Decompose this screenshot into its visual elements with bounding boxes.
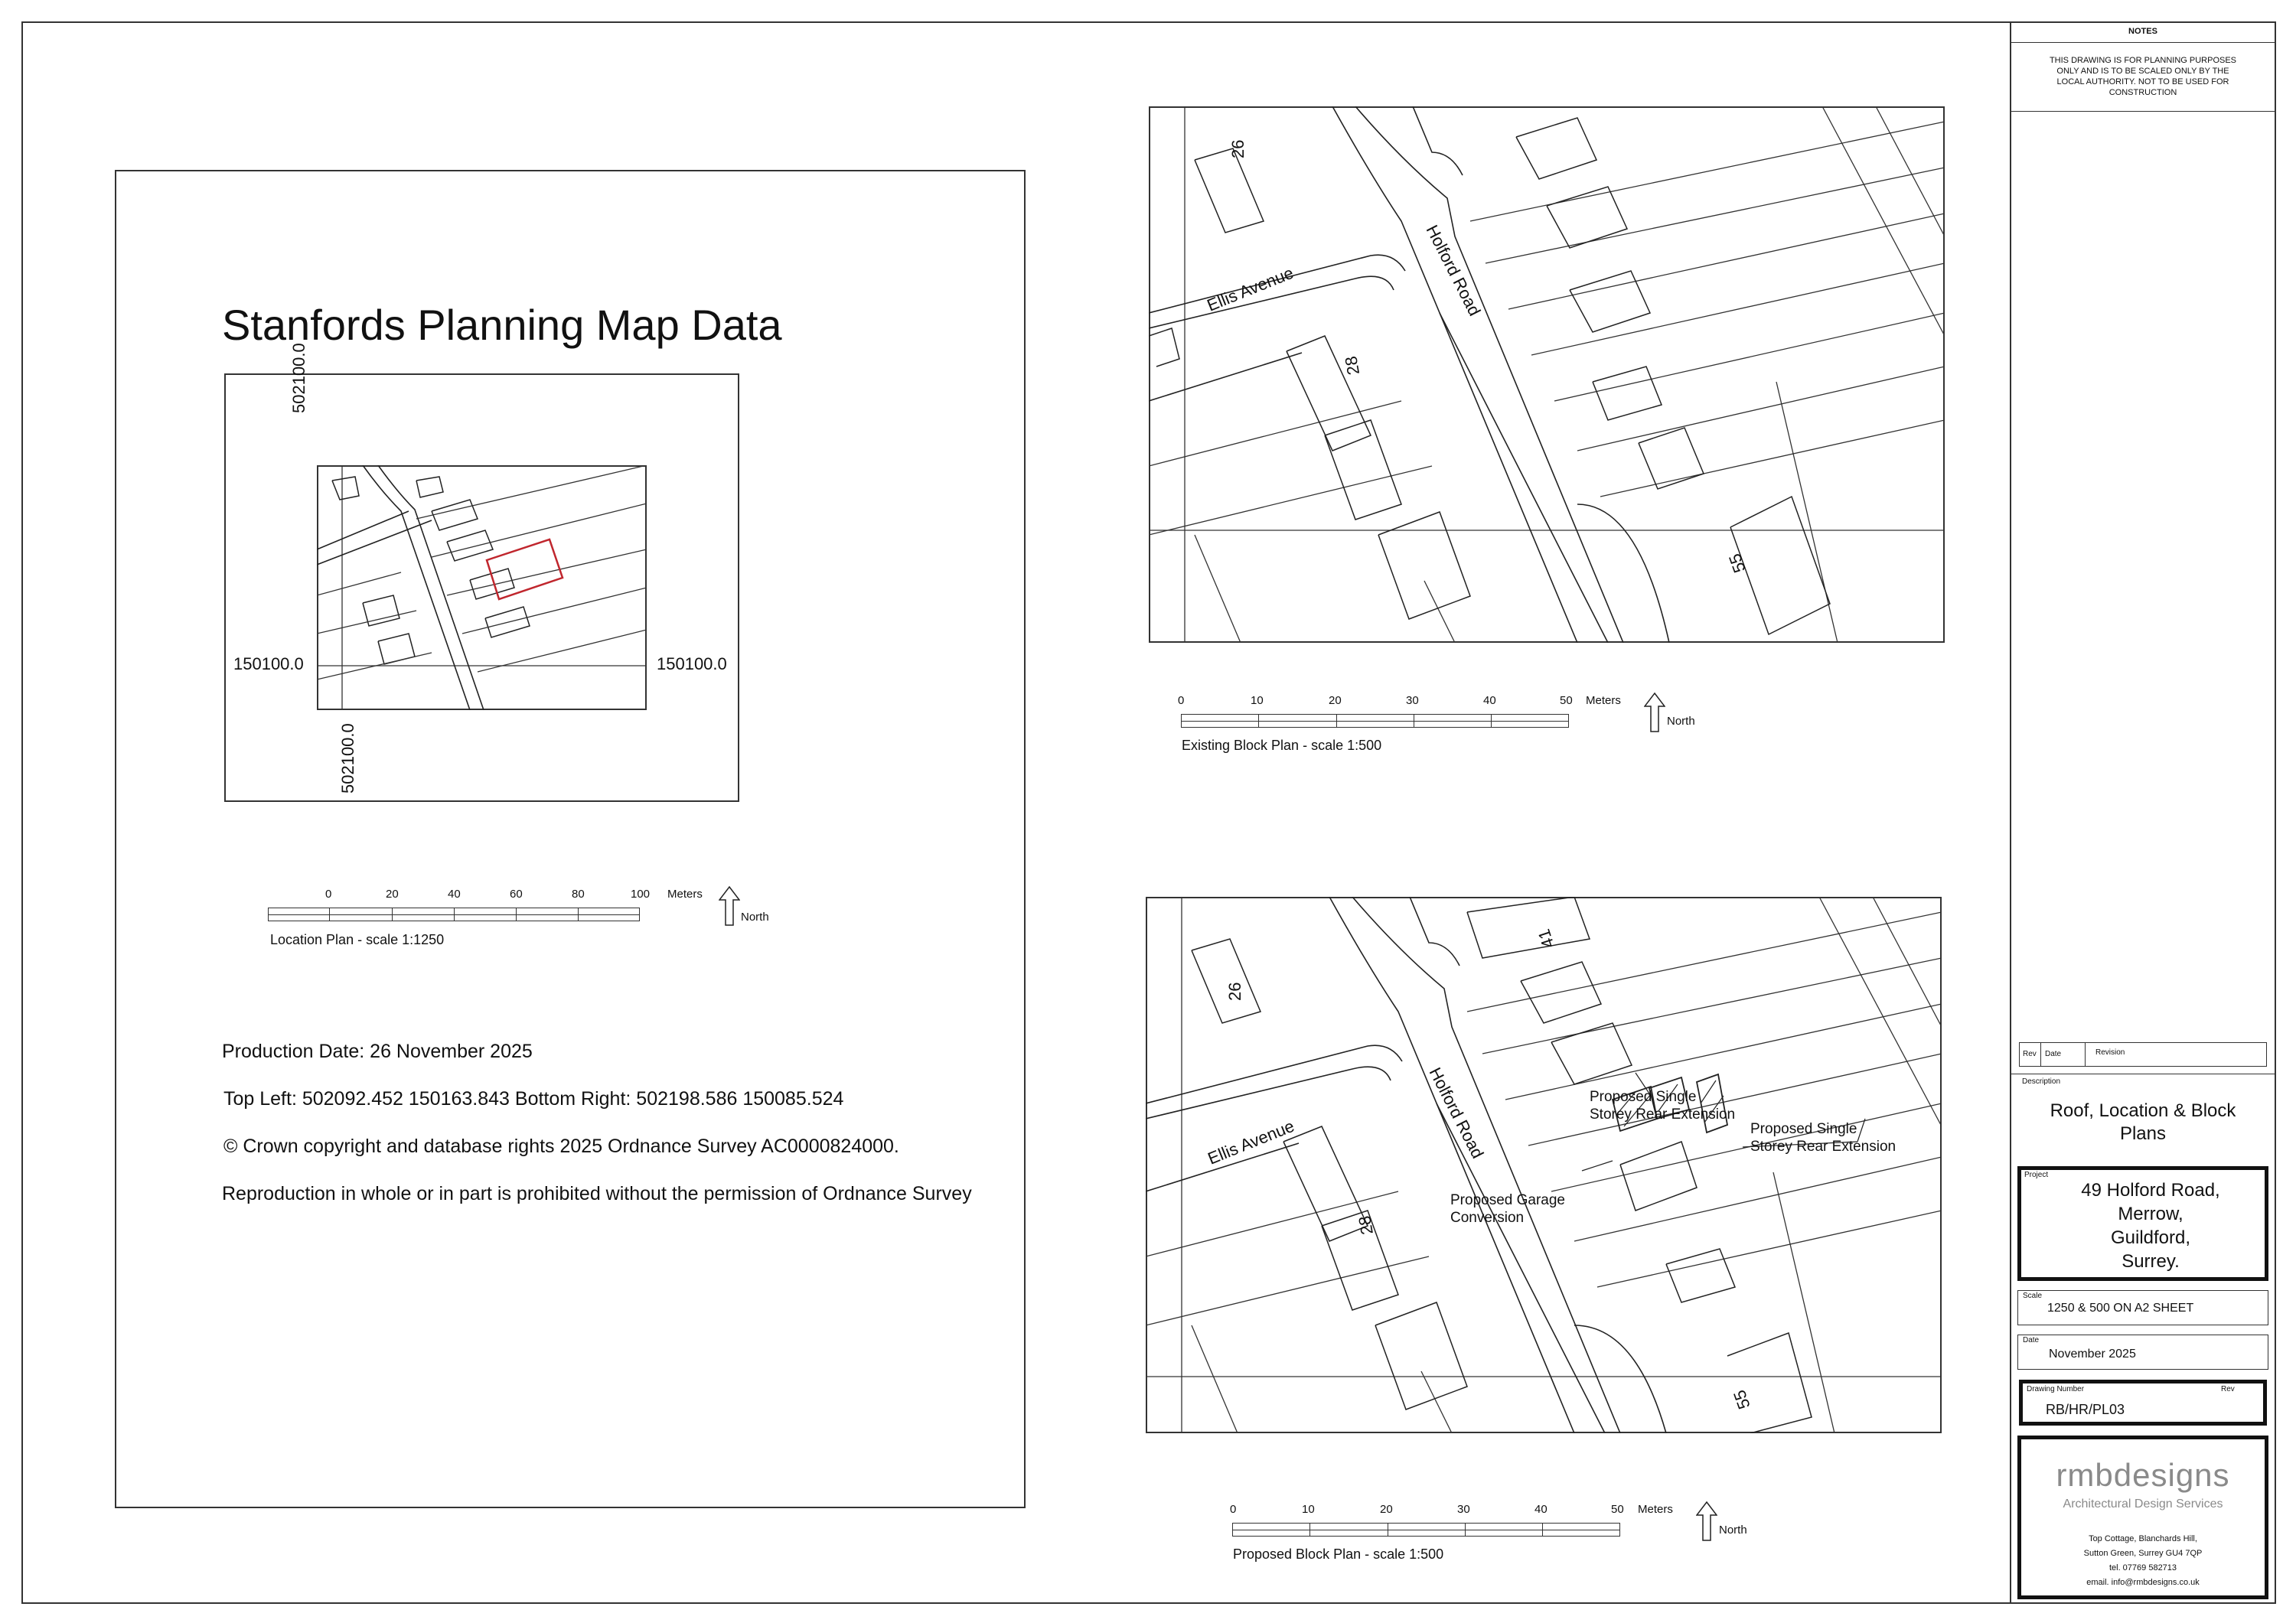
date-label: Date [2023, 1336, 2040, 1344]
scale-value: 1250 & 500 ON A2 SHEET [2047, 1302, 2194, 1315]
roads [1149, 106, 1669, 643]
scale-tick-label: 30 [1406, 694, 1419, 707]
address-line: tel. 07769 582713 [2108, 1563, 2177, 1572]
property-lines [1149, 106, 1945, 643]
north-arrow-icon [719, 886, 740, 926]
grid-label-bottom: 502100.0 [338, 723, 357, 794]
scale-unit: Meters [667, 888, 703, 901]
label-line: Conversion [1450, 1210, 1525, 1226]
existing-scale-tick [1258, 714, 1259, 728]
company-tagline: Architectural Design Services [2063, 1498, 2223, 1511]
existing-scale-divider [1181, 721, 1569, 722]
scale-unit: Meters [1586, 694, 1621, 707]
drawing-number-label: Drawing Number [2027, 1385, 2085, 1393]
existing-block-plan [1149, 106, 1945, 643]
company-address [2017, 1532, 2268, 1590]
description-line: Roof, Location & Block [2050, 1100, 2236, 1121]
proposed-scale-tick [1465, 1523, 1466, 1537]
address-line: Sutton Green, Surrey GU4 7QP [2083, 1549, 2203, 1558]
scale-tick-label: 20 [1380, 1503, 1393, 1516]
scale-unit: Meters [1638, 1503, 1673, 1516]
label-line: Proposed Single [1750, 1121, 1857, 1137]
house-number-26: 26 [1225, 982, 1244, 1001]
grid-label-right: 150100.0 [657, 654, 727, 673]
grid-lines [1149, 106, 1945, 643]
existing-scale-tick [1491, 714, 1492, 728]
scale-tick-label: 0 [1178, 694, 1185, 707]
label-proposed-extension-2 [1750, 1121, 1896, 1155]
label-line: Storey Rear Extension [1750, 1139, 1896, 1155]
scale-tick-label: 0 [325, 888, 332, 901]
project-line: Guildford, [2110, 1227, 2191, 1248]
project-line: Surrey. [2122, 1251, 2180, 1272]
street-label-holford-road: Holford Road [1422, 221, 1485, 319]
north-label: North [1719, 1524, 1747, 1537]
production-date: Production Date: 26 November 2025 [222, 1041, 533, 1062]
north-arrow-icon [1644, 693, 1665, 732]
street-label-ellis-avenue: Ellis Avenue [1204, 262, 1296, 315]
proposed-caption: Proposed Block Plan - scale 1:500 [1233, 1546, 1444, 1562]
revision-col-divider [2040, 1042, 2041, 1067]
location-scale-tick [578, 908, 579, 921]
scale-tick-label: 30 [1457, 1503, 1470, 1516]
reproduction-note: Reproduction in whole or in part is prohibited without the permission of Ordnance Survey [222, 1183, 972, 1204]
notes-underline [2010, 42, 2276, 43]
scale-label: Scale [2023, 1292, 2043, 1300]
north-arrow-icon [1696, 1501, 1717, 1541]
location-scale-tick [329, 908, 330, 921]
extent-coordinates: Top Left: 502092.452 150163.843 Bottom Right: 502198.586 150085.524 [223, 1088, 844, 1110]
proposed-scale-tick [1542, 1523, 1543, 1537]
location-panel [115, 170, 1026, 1508]
scale-tick-label: 60 [510, 888, 523, 901]
copyright-note: © Crown copyright and database rights 2025 Ordnance Survey AC0000824000. [223, 1136, 899, 1157]
scale-tick-label: 20 [1329, 694, 1342, 707]
label-line: Proposed Garage [1450, 1192, 1565, 1208]
notes-bottom-rule [2010, 111, 2276, 112]
date-value: November 2025 [2049, 1348, 2136, 1361]
scale-tick-label: 40 [1483, 694, 1496, 707]
street-label-ellis-avenue: Ellis Avenue [1205, 1116, 1297, 1168]
scale-tick-label: 10 [1251, 694, 1264, 707]
scale-tick-label: 50 [1560, 694, 1573, 707]
street-label-holford-road: Holford Road [1425, 1064, 1488, 1162]
scale-tick-label: 0 [1230, 1503, 1237, 1516]
location-caption: Location Plan - scale 1:1250 [270, 932, 445, 947]
house-number-28: 28 [1355, 1214, 1377, 1237]
scale-tick-label: 10 [1302, 1503, 1315, 1516]
project-line: 49 Holford Road, [2081, 1180, 2220, 1201]
label-line: Proposed Single [1590, 1089, 1697, 1105]
buildings [1192, 897, 1812, 1433]
project-line: Merrow, [2118, 1204, 2183, 1224]
roads [1146, 897, 1666, 1433]
address-line: email. info@rmbdesigns.co.uk [2086, 1578, 2200, 1587]
revision-col-rev: Rev [2023, 1050, 2037, 1058]
location-map [317, 465, 647, 710]
label-line: Storey Rear Extension [1590, 1106, 1736, 1123]
revision-col-divider [2085, 1042, 2086, 1067]
location-scale-tick [392, 908, 393, 921]
label-proposed-garage-conversion [1450, 1192, 1569, 1226]
existing-caption: Existing Block Plan - scale 1:500 [1182, 738, 1382, 753]
revision-col-date: Date [2045, 1050, 2062, 1058]
location-scale-tick [454, 908, 455, 921]
notes-line: LOCAL AUTHORITY. NOT TO BE USED FOR [2056, 77, 2229, 86]
notes-text [2010, 55, 2276, 98]
address-line: Top Cottage, Blanchards Hill, [2089, 1534, 2197, 1543]
north-label: North [1667, 715, 1695, 728]
existing-scale-tick [1336, 714, 1337, 728]
scale-tick-label: 50 [1611, 1503, 1624, 1516]
notes-heading: NOTES [2128, 27, 2157, 36]
scale-tick-label: 40 [448, 888, 461, 901]
site-outline [487, 539, 563, 599]
company-logo: rmbdesigns [2056, 1457, 2230, 1493]
location-scale-tick [516, 908, 517, 921]
rev-label: Rev [2221, 1385, 2235, 1393]
grid-lines [1146, 897, 1942, 1433]
page-title: Stanfords Planning Map Data [222, 301, 782, 349]
house-number-41: 41 [1534, 927, 1558, 951]
description-text [2010, 1100, 2276, 1146]
drawing-number: RB/HR/PL03 [2046, 1402, 2125, 1417]
grid-label-top: 502100.0 [289, 343, 308, 413]
scale-tick-label: 40 [1534, 1503, 1548, 1516]
house-number-28: 28 [1341, 354, 1364, 377]
notes-line: THIS DRAWING IS FOR PLANNING PURPOSES [2049, 56, 2237, 65]
project-address [2059, 1178, 2242, 1273]
title-block-divider [2010, 21, 2011, 1604]
scale-tick-label: 20 [386, 888, 399, 901]
house-number-55: 55 [1724, 551, 1750, 575]
notes-line: CONSTRUCTION [2108, 88, 2177, 97]
house-number-26: 26 [1228, 139, 1247, 158]
scale-tick-label: 100 [631, 888, 651, 901]
buildings [317, 465, 647, 680]
grid-label-left: 150100.0 [233, 654, 304, 673]
description-line: Plans [2119, 1123, 2167, 1144]
description-label: Description [2022, 1077, 2061, 1086]
house-number-55: 55 [1729, 1387, 1754, 1412]
scale-tick-label: 80 [572, 888, 585, 901]
property-lines [1146, 897, 1942, 1433]
revision-col-revision: Revision [2095, 1048, 2125, 1057]
notes-line: ONLY AND IS TO BE SCALED ONLY BY THE [2056, 67, 2229, 76]
north-label: North [741, 911, 769, 924]
project-label: Project [2024, 1171, 2049, 1179]
proposed-block-plan [1146, 897, 1942, 1433]
proposed-scale-tick [1309, 1523, 1310, 1537]
